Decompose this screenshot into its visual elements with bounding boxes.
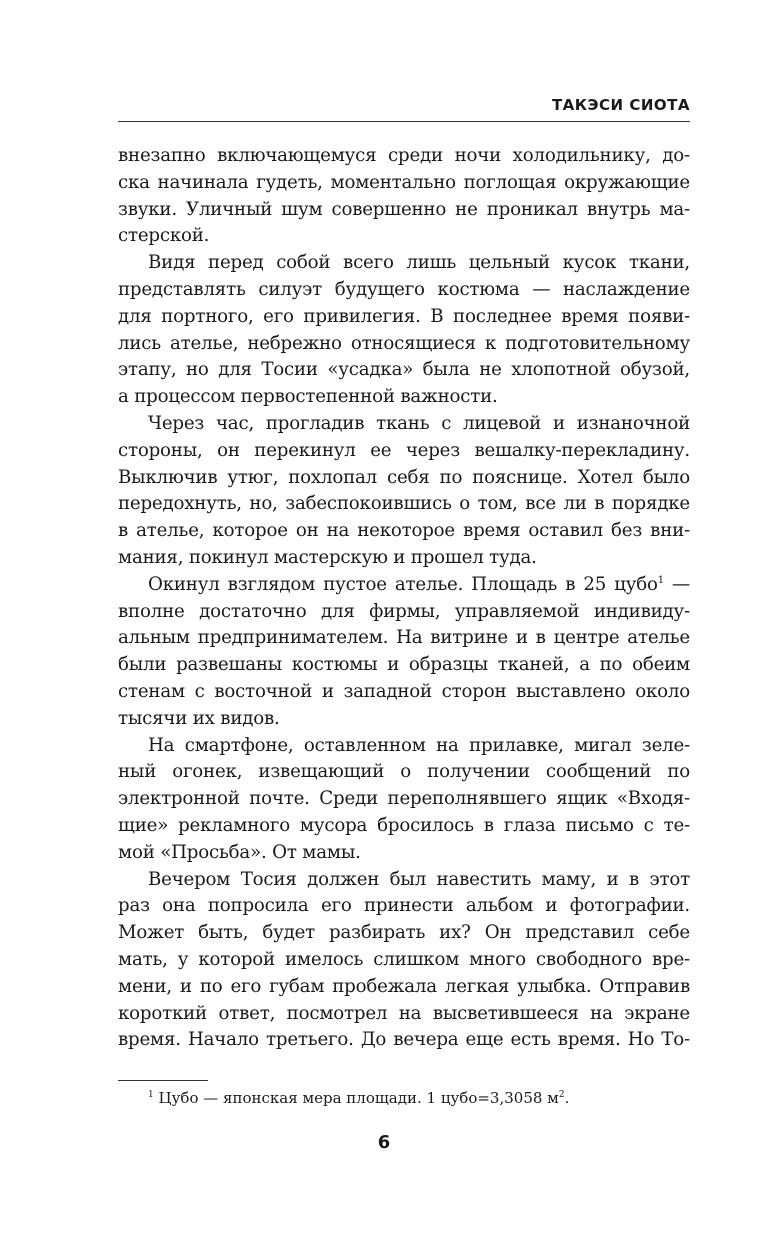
text-line: вполне достаточно для фирмы, управляемой индивиду- <box>118 600 690 622</box>
footnote-rule <box>118 1080 208 1081</box>
text-line: мени, и по его губам пробежала легкая улыбка. Отправив <box>118 975 690 997</box>
page-number: 6 <box>377 1132 391 1153</box>
text-line: звуки. Уличный шум совершенно не проникал внутрь ма- <box>118 198 690 220</box>
text-line: лись ателье, небрежно относящиеся к подготовительному <box>118 332 690 354</box>
text-line: щие» рекламного мусора бросилось в глаза письмо с те- <box>118 814 690 836</box>
text-line: внезапно включающемуся среди ночи холодильнику, до- <box>118 145 690 166</box>
text-line: ный огонек, извещающий о получении сообщений по <box>118 761 690 783</box>
text-line: мать, у которой имелось слишком много свободного вре- <box>118 948 690 970</box>
body-text <box>118 143 690 1054</box>
text-line: тысячи их видов. <box>118 707 280 729</box>
footnote-end: . <box>564 1089 570 1107</box>
footnote-text: Цубо — японская мера площади. 1 цубо=3,3058 м <box>153 1089 559 1107</box>
text-line: альным предпринимателем. На витрине и в центре ателье <box>118 627 690 649</box>
text-line: стороны, он перекинул ее через вешалку-перекладину. <box>118 439 690 461</box>
running-header: ТАКЭСИ СИОТА <box>551 96 690 114</box>
text-line: стерской. <box>118 225 210 247</box>
text-line: раз она попросила его принести альбом и фотографии. <box>118 895 690 917</box>
text-line: стенам с восточной и западной сторон выставлено около <box>118 680 690 702</box>
footnote-marker: 1 <box>148 1090 154 1100</box>
text-line-start: Окинул взглядом пустое ателье. Площадь в 25 цубо <box>148 573 658 595</box>
footnote-unit-superscript: 2 <box>558 1090 565 1100</box>
header-rule <box>118 121 690 122</box>
text-line: Через час, прогладив ткань с лицевой и изнаночной <box>148 412 690 434</box>
text-line: а процессом первостепенной важности. <box>118 386 498 408</box>
paragraph <box>118 733 690 867</box>
text-line: Выключив утюг, похлопал себя по пояснице. Хотел было <box>118 466 690 488</box>
text-line: короткий ответ, посмотрел на высветившееся на экране <box>118 1002 690 1024</box>
paragraph <box>118 867 690 1055</box>
paragraph <box>118 411 690 572</box>
text-line: электронной почте. Среди переполнявшего ящик «Входя- <box>118 788 690 810</box>
text-line: передохнуть, но, забеспокоившись о том, все ли в порядке <box>118 493 690 515</box>
text-line: были развешаны костюмы и образцы тканей, а по обеим <box>118 654 690 676</box>
paragraph <box>118 250 690 411</box>
text-line: этапу, но для Тосии «усадка» была не хлопотной обузой, <box>118 359 690 381</box>
footnote-reference: 1 <box>657 574 664 586</box>
text-line: Видя перед собой всего лишь цельный кусок ткани, <box>148 252 690 274</box>
text-line: в ателье, которое он на некоторое время оставил без вни- <box>118 520 690 542</box>
text-line: Вечером Тосия должен был навестить маму, и в этот <box>148 868 690 890</box>
text-line: На смартфоне, оставленном на прилавке, мигал зеле- <box>148 734 690 756</box>
text-line: Может быть, будет разбирать их? Он представил себе <box>118 922 690 944</box>
text-line <box>118 572 690 599</box>
paragraph <box>118 572 690 733</box>
text-line: мой «Просьба». От мамы. <box>118 841 361 863</box>
text-line: время. Начало третьего. До вечера еще есть время. Но То- <box>118 1029 690 1051</box>
text-line: ска начинала гудеть, моментально поглощая окружающие <box>118 171 690 193</box>
text-line: для портного, его привилегия. В последнее время появи- <box>118 305 690 327</box>
text-line: мания, покинул мастерскую и прошел туда. <box>118 546 537 568</box>
paragraph <box>118 143 690 250</box>
footnote <box>148 1088 688 1108</box>
text-line-end: — <box>663 573 690 595</box>
text-line: представлять силуэт будущего костюма — наслаждение <box>118 278 690 300</box>
